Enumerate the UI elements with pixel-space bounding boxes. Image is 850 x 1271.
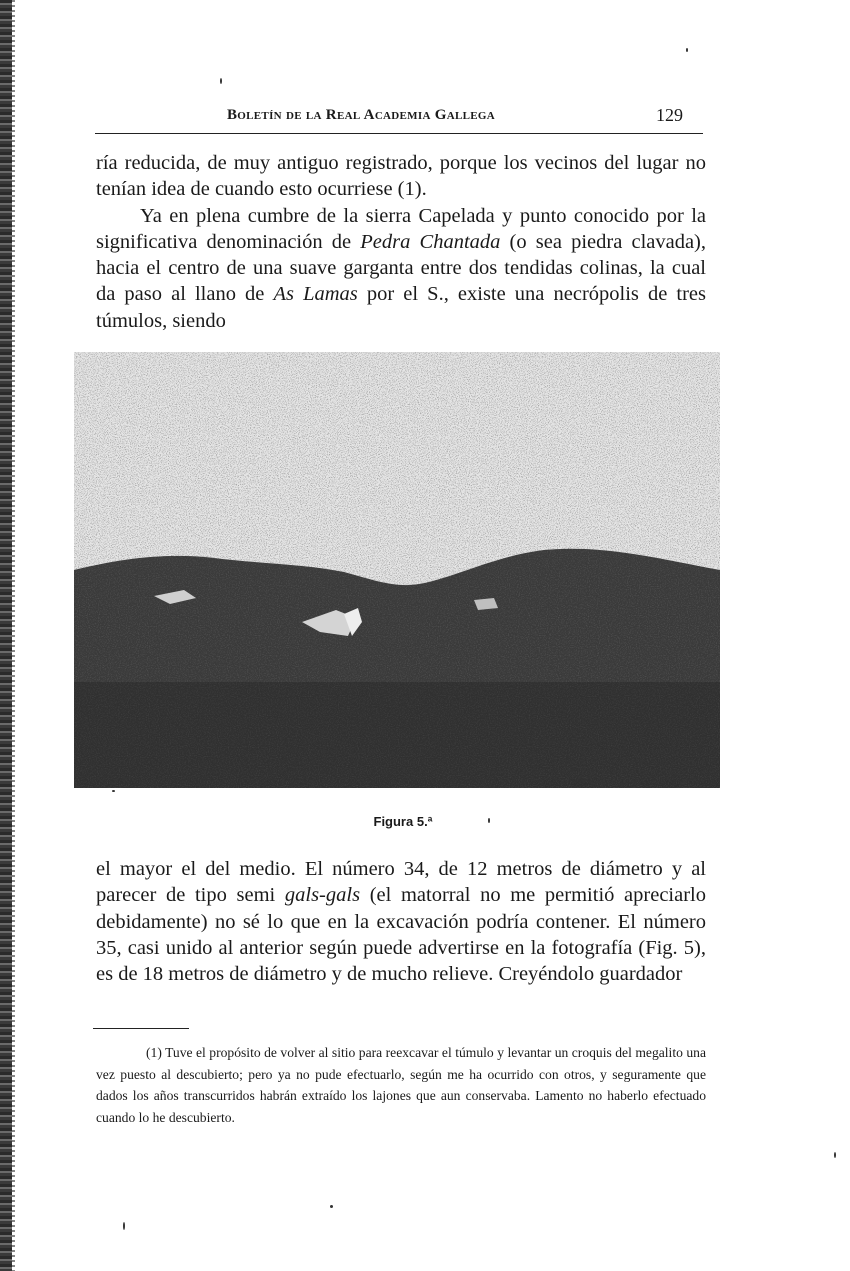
place-name-italic: As Lamas [273,283,358,306]
paragraph-pedra-chantada [96,203,706,334]
figure-photograph [74,352,720,788]
text-run: el mayor el del medio. El número 34, de 12 metros de diámetro y al parecer de tipo semi [96,858,706,907]
scan-speck [834,1152,836,1158]
landscape-photo [74,352,720,788]
foreground-shadow [74,682,720,788]
footnote-text: Tuve el propósito de volver al sitio para reexcavar el túmulo y levantar un croquis del megalito una vez puesto al descubierto; pero ya no pude efectuarlo, según me ha ocurrido con otros, y seguramente que dados los años transcurridos habrán extraído los lajones que aun conservaba. Lamento no haberlo efectuado cuando lo he descubierto. [96,1045,706,1125]
scan-speck [330,1205,333,1208]
book-binding-shadow [12,0,15,1271]
footnote-number: (1) [146,1045,162,1060]
journal-title: Boletín de la Real Academia Gallega [227,107,495,123]
figure-caption: Figura 5.ª [373,814,433,829]
page-number: 129 [656,105,683,125]
text-run: (el matorral no me permitió apreciarlo debidamente) no sé lo que en la excavación podría contener. El número 35, casi unido al anterior según puede advertirse en la fotografía (Fig. 5), es de 18 metros de diámetro y de mucho relieve. Creyéndolo guardador [96,884,706,986]
scan-speck [112,790,115,792]
stone [474,598,498,610]
footnote-rule [93,1028,189,1029]
footnote [96,1042,706,1128]
paragraph-continued: ría reducida, de muy antiguo registrado, porque los vecinos del lugar no tenían idea de cuando esto ocurriese (1). [96,152,706,201]
text-run: (o sea piedra clavada), hacia el centro de una suave garganta entre dos tendidas colinas, la cual da paso al llano de [96,230,707,306]
term-italic: gals-gals [284,884,361,907]
running-header [95,103,703,134]
paragraph-continued [96,856,706,987]
scan-speck [220,78,222,84]
body-text-bottom [96,856,706,987]
body-text-top [96,150,706,334]
scan-speck [488,818,490,823]
place-name-italic: Pedra Chantada [360,230,501,253]
book-binding-edge [0,0,12,1271]
text-run: por el S., existe una necrópolis de tres túmulos, siendo [96,283,707,332]
scan-speck [123,1222,125,1230]
scan-speck [686,48,688,52]
text-run: Ya en plena cumbre de la sierra Capelada y punto conocido por la significativa denominación de [96,204,706,253]
